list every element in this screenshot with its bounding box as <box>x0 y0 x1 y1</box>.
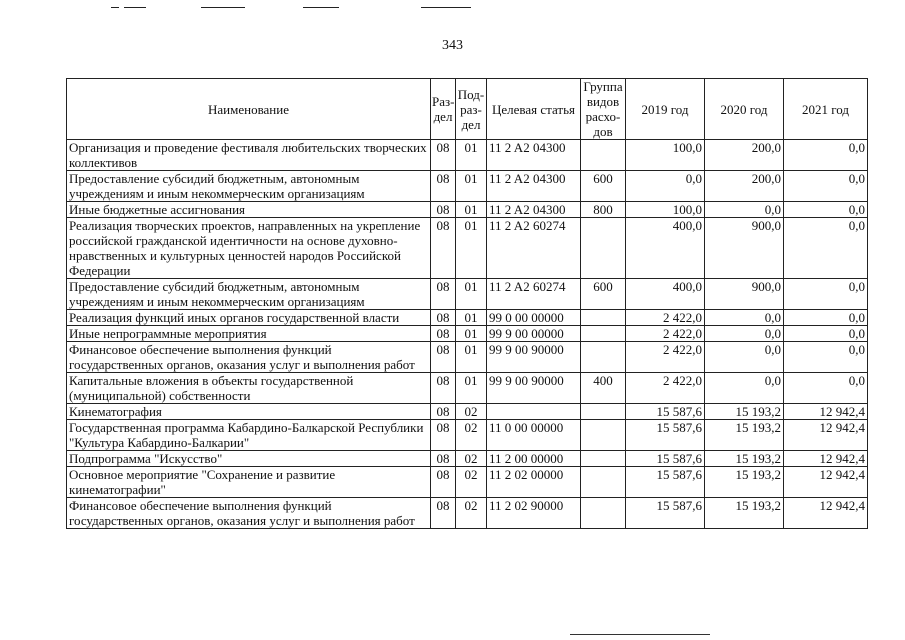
row-section-cell: 08 <box>431 373 456 404</box>
row-2020-cell: 200,0 <box>705 140 784 171</box>
row-2021-cell: 12 942,4 <box>784 451 868 467</box>
row-2020-cell: 200,0 <box>705 171 784 202</box>
row-name-cell: Реализация функций иных органов государственной власти <box>67 310 431 326</box>
table-row <box>67 404 868 420</box>
row-expense-group-cell <box>581 498 626 529</box>
row-target-article-cell: 11 2 A2 04300 <box>487 171 581 202</box>
row-expense-group-cell <box>581 404 626 420</box>
row-name-cell: Организация и проведение фестиваля любительских творческих коллективов <box>67 140 431 171</box>
row-2019-cell: 15 587,6 <box>626 498 705 529</box>
row-2019-cell: 15 587,6 <box>626 420 705 451</box>
row-expense-group-cell <box>581 342 626 373</box>
row-2021-cell: 0,0 <box>784 373 868 404</box>
table-row <box>67 202 868 218</box>
row-section-cell: 08 <box>431 326 456 342</box>
row-name-cell: Предоставление субсидий бюджетным, автономным учреждениям и иным некоммерческим организациям <box>67 171 431 202</box>
row-expense-group-cell: 600 <box>581 279 626 310</box>
row-expense-group-cell <box>581 451 626 467</box>
row-2019-cell: 0,0 <box>626 171 705 202</box>
row-2021-cell: 12 942,4 <box>784 498 868 529</box>
row-target-article-cell: 11 2 A2 04300 <box>487 140 581 171</box>
row-expense-group-cell: 600 <box>581 171 626 202</box>
row-name-cell: Иные бюджетные ассигнования <box>67 202 431 218</box>
row-2019-cell: 2 422,0 <box>626 373 705 404</box>
row-section-cell: 08 <box>431 218 456 279</box>
table-row <box>67 467 868 498</box>
row-2019-cell: 2 422,0 <box>626 326 705 342</box>
row-subsection-cell: 01 <box>456 218 487 279</box>
row-2019-cell: 2 422,0 <box>626 342 705 373</box>
row-target-article-cell: 99 9 00 00000 <box>487 326 581 342</box>
row-2021-cell: 0,0 <box>784 310 868 326</box>
row-section-cell: 08 <box>431 140 456 171</box>
row-section-cell: 08 <box>431 279 456 310</box>
row-2021-cell: 0,0 <box>784 279 868 310</box>
row-section-cell: 08 <box>431 467 456 498</box>
table-row <box>67 326 868 342</box>
row-name-cell: Государственная программа Кабардино-Балкарской Республики "Культура Кабардино-Балкарии" <box>67 420 431 451</box>
row-section-cell: 08 <box>431 202 456 218</box>
row-2021-cell: 12 942,4 <box>784 467 868 498</box>
row-expense-group-cell <box>581 218 626 279</box>
row-target-article-cell: 11 2 00 00000 <box>487 451 581 467</box>
row-subsection-cell: 02 <box>456 498 487 529</box>
table-header-row <box>67 79 868 140</box>
table-row <box>67 279 868 310</box>
header-year-2019: 2019 год <box>626 79 705 140</box>
header-subsection: Под-раз-дел <box>456 79 487 140</box>
row-2020-cell: 15 193,2 <box>705 467 784 498</box>
row-2020-cell: 15 193,2 <box>705 498 784 529</box>
row-subsection-cell: 02 <box>456 451 487 467</box>
row-section-cell: 08 <box>431 451 456 467</box>
row-subsection-cell: 01 <box>456 326 487 342</box>
row-target-article-cell: 11 2 A2 60274 <box>487 218 581 279</box>
row-2019-cell: 15 587,6 <box>626 404 705 420</box>
row-name-cell: Иные непрограммные мероприятия <box>67 326 431 342</box>
row-name-cell: Финансовое обеспечение выполнения функций государственных органов, оказания услуг и выполнения работ <box>67 342 431 373</box>
row-2021-cell: 0,0 <box>784 342 868 373</box>
row-subsection-cell: 02 <box>456 467 487 498</box>
row-subsection-cell: 01 <box>456 310 487 326</box>
table-row <box>67 451 868 467</box>
budget-table <box>66 78 868 529</box>
row-name-cell: Подпрограмма "Искусство" <box>67 451 431 467</box>
row-section-cell: 08 <box>431 420 456 451</box>
header-name: Наименование <box>67 79 431 140</box>
table-row <box>67 171 868 202</box>
row-2021-cell: 0,0 <box>784 171 868 202</box>
row-2020-cell: 15 193,2 <box>705 420 784 451</box>
table-row <box>67 310 868 326</box>
header-expense-group: Группа видов расхо-дов <box>581 79 626 140</box>
row-2019-cell: 2 422,0 <box>626 310 705 326</box>
row-target-article-cell: 11 2 A2 60274 <box>487 279 581 310</box>
header-section: Раз-дел <box>431 79 456 140</box>
row-2019-cell: 100,0 <box>626 202 705 218</box>
row-expense-group-cell <box>581 467 626 498</box>
header-target-article: Целевая статья <box>487 79 581 140</box>
row-2020-cell: 900,0 <box>705 279 784 310</box>
row-expense-group-cell <box>581 310 626 326</box>
row-section-cell: 08 <box>431 342 456 373</box>
row-expense-group-cell <box>581 326 626 342</box>
table-row <box>67 218 868 279</box>
row-2021-cell: 12 942,4 <box>784 420 868 451</box>
row-2019-cell: 400,0 <box>626 279 705 310</box>
row-name-cell: Капитальные вложения в объекты государственной (муниципальной) собственности <box>67 373 431 404</box>
row-name-cell: Реализация творческих проектов, направленных на укрепление российской гражданской идентичности на основе духовно-нравственных и культурных ценностей народов Российской Федерации <box>67 218 431 279</box>
row-2021-cell: 0,0 <box>784 140 868 171</box>
page-number: 343 <box>442 38 463 53</box>
row-target-article-cell: 11 2 02 00000 <box>487 467 581 498</box>
row-section-cell: 08 <box>431 404 456 420</box>
row-section-cell: 08 <box>431 310 456 326</box>
row-2020-cell: 15 193,2 <box>705 404 784 420</box>
row-subsection-cell: 02 <box>456 420 487 451</box>
row-2020-cell: 0,0 <box>705 373 784 404</box>
scan-artifact-marks <box>0 0 905 20</box>
row-2020-cell: 0,0 <box>705 310 784 326</box>
table-row <box>67 373 868 404</box>
header-year-2020: 2020 год <box>705 79 784 140</box>
row-expense-group-cell <box>581 140 626 171</box>
bottom-rule <box>570 634 710 635</box>
row-2020-cell: 15 193,2 <box>705 451 784 467</box>
row-target-article-cell: 11 2 02 90000 <box>487 498 581 529</box>
row-name-cell: Финансовое обеспечение выполнения функций государственных органов, оказания услуг и выполнения работ <box>67 498 431 529</box>
row-target-article-cell: 11 2 A2 04300 <box>487 202 581 218</box>
row-2019-cell: 15 587,6 <box>626 467 705 498</box>
row-name-cell: Предоставление субсидий бюджетным, автономным учреждениям и иным некоммерческим организациям <box>67 279 431 310</box>
row-subsection-cell: 01 <box>456 279 487 310</box>
row-section-cell: 08 <box>431 171 456 202</box>
row-target-article-cell: 99 9 00 90000 <box>487 342 581 373</box>
table-row <box>67 420 868 451</box>
row-subsection-cell: 01 <box>456 202 487 218</box>
table-row <box>67 140 868 171</box>
row-2020-cell: 900,0 <box>705 218 784 279</box>
row-2021-cell: 0,0 <box>784 202 868 218</box>
row-2020-cell: 0,0 <box>705 326 784 342</box>
table-row <box>67 342 868 373</box>
row-subsection-cell: 01 <box>456 342 487 373</box>
row-subsection-cell: 02 <box>456 404 487 420</box>
row-subsection-cell: 01 <box>456 171 487 202</box>
row-subsection-cell: 01 <box>456 140 487 171</box>
row-2021-cell: 0,0 <box>784 218 868 279</box>
row-expense-group-cell: 400 <box>581 373 626 404</box>
row-expense-group-cell: 800 <box>581 202 626 218</box>
row-subsection-cell: 01 <box>456 373 487 404</box>
row-target-article-cell: 99 9 00 90000 <box>487 373 581 404</box>
row-expense-group-cell <box>581 420 626 451</box>
row-target-article-cell <box>487 404 581 420</box>
row-target-article-cell: 99 0 00 00000 <box>487 310 581 326</box>
row-target-article-cell: 11 0 00 00000 <box>487 420 581 451</box>
table-row <box>67 498 868 529</box>
row-name-cell: Основное мероприятие "Сохранение и развитие кинематографии" <box>67 467 431 498</box>
row-2019-cell: 15 587,6 <box>626 451 705 467</box>
header-year-2021: 2021 год <box>784 79 868 140</box>
row-2020-cell: 0,0 <box>705 342 784 373</box>
row-2021-cell: 0,0 <box>784 326 868 342</box>
row-2020-cell: 0,0 <box>705 202 784 218</box>
row-2019-cell: 100,0 <box>626 140 705 171</box>
row-name-cell: Кинематография <box>67 404 431 420</box>
row-section-cell: 08 <box>431 498 456 529</box>
row-2021-cell: 12 942,4 <box>784 404 868 420</box>
row-2019-cell: 400,0 <box>626 218 705 279</box>
